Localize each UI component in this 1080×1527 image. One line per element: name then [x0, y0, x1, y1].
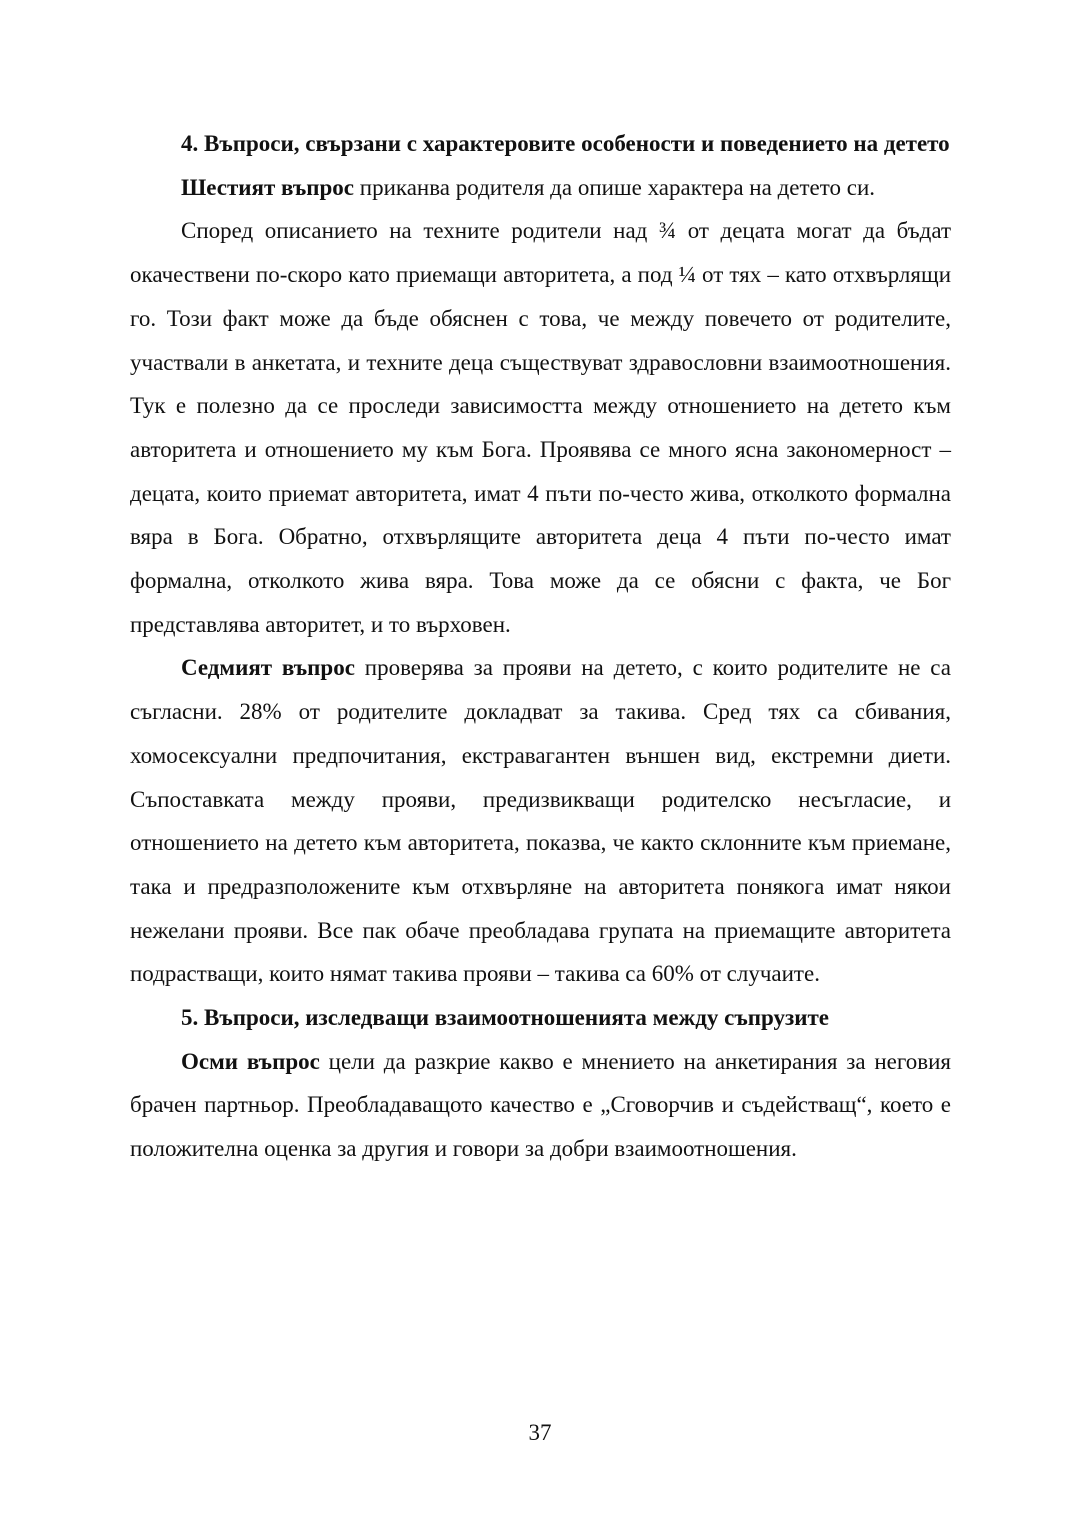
paragraph-question-7 [130, 646, 951, 996]
question-6-lead: Шестият въпрос [181, 174, 355, 200]
question-6-text: приканва родителя да опише характера на детето си. [354, 174, 876, 200]
paragraph-authority-analysis: Според описанието на техните родители над ¾ от децата могат да бъдат окачествени по-скоро като приемащи авторитета, а под ¼ от тях – като отхвърлящи го. Този факт може да бъде обяснен с това, че между повечето от родителите, участвали в анкетата, и техните деца съществуват здравословни взаимоотношения. Тук е полезно да се проследи зависимостта между отношението на детето към авторитета и отношението му към Бога. Проявява се много ясна закономерност – децата, които приемат авторитета, имат 4 пъти по-често жива, отколкото формална вяра в Бога. Обратно, отхвърлящите авторитета деца 4 пъти по-често имат формална, отколкото жива вяра. Това може да се обясни с факта, че Бог представлява авторитет, и то върховен. [130, 218, 951, 637]
paragraph-question-6 [130, 166, 951, 210]
page-number: 37 [528, 1420, 552, 1445]
question-8-text: цели да разкрие какво е мнението на анкетирания за неговия брачен партньор. Преобладаващото качество е „Сговорчив и съдействащ“, което е положителна оценка за другия и говори за добри взаимоотношения. [130, 1048, 951, 1162]
question-7-lead: Седмият въпрос [181, 655, 355, 681]
section-4-heading: 4. Въпроси, свързани с характеровите особености и поведението на детето [181, 131, 950, 156]
paragraph-question-8 [130, 1040, 951, 1171]
question-7-text: проверява за прояви на детето, с които родителите не са съгласни. 28% от родителите докладват за такива. Сред тях са сбивания, хомосексуални предпочитания, екстравагантен външен вид, екстремни диети. Съпоставката между прояви, предизвикващи родителско несъгласие, и отношението на детето към авторитета, показва, че както склонните към приемане, така и предразположените към отхвърляне на авторитета понякога имат някои нежелани прояви. Все пак обаче преобладава групата на приемащите авторитета подрастващи, които нямат такива прояви – такива са 60% от случаите. [130, 655, 952, 987]
question-8-lead: Осми въпрос [181, 1048, 320, 1074]
page-body [130, 122, 951, 1171]
section-5-heading: 5. Въпроси, изследващи взаимоотношенията между съпрузите [181, 1005, 829, 1031]
